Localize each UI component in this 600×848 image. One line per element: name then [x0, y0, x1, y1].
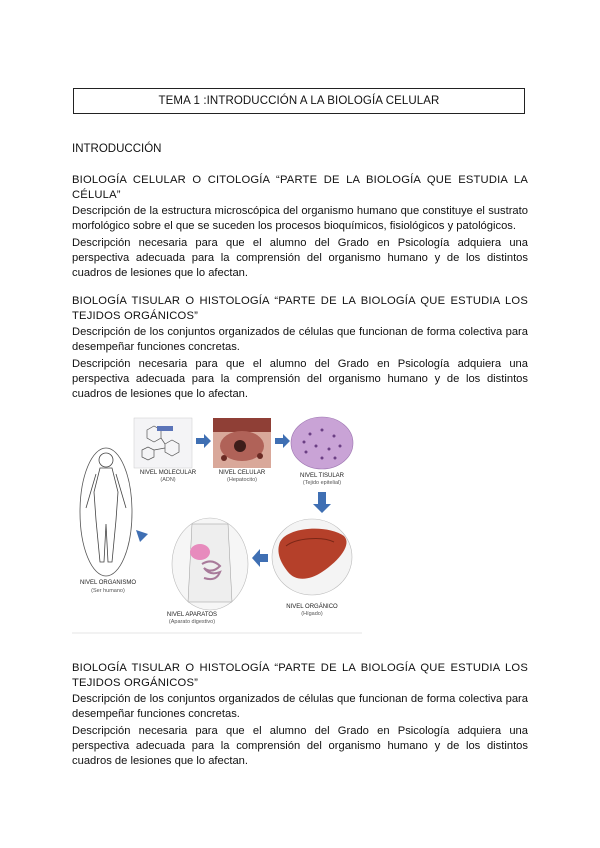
- section-paragraph: Descripción necesaria para que el alumno del Grado en Psicología adquiera una perspectiva adecuada para la comprensión del organismo humano y de los distintos cuadros de lesiones que lo afectan.: [72, 237, 528, 279]
- section-paragraph: Descripción necesaria para que el alumno del Grado en Psicología adquiera una perspectiva adecuada para la comprensión del organismo humano y de los distintos cuadros de lesiones que lo afectan.: [72, 358, 528, 400]
- cell-image: [213, 418, 271, 468]
- section-heading: BIOLOGÍA CELULAR O CITOLOGÍA “PARTE DE LA BIOLOGÍA QUE ESTUDIA LA CÉLULA”: [72, 174, 528, 201]
- tissue-image: [291, 417, 353, 469]
- digestive-system-image: [172, 518, 248, 610]
- section-heading: BIOLOGÍA TISULAR O HISTOLOGÍA “PARTE DE LA BIOLOGÍA QUE ESTUDIA LOS TEJIDOS ORGÁNICOS”: [72, 295, 528, 322]
- section-heading: BIOLOGÍA TISULAR O HISTOLOGÍA “PARTE DE LA BIOLOGÍA QUE ESTUDIA LOS TEJIDOS ORGÁNICOS”: [72, 662, 528, 689]
- liver-image: [272, 519, 352, 595]
- level-sub: (Ser humano): [91, 588, 125, 594]
- level-label: NIVEL APARATOS: [166, 612, 218, 618]
- arrow-right-icon: [196, 434, 211, 448]
- title-text: TEMA 1 :INTRODUCCIÓN A LA BIOLOGÍA CELULAR: [158, 95, 440, 107]
- level-sub: (Aparato digestivo): [168, 619, 216, 625]
- section-paragraph: Descripción necesaria para que el alumno del Grado en Psicología adquiera una perspectiva adecuada para la comprensión del organismo humano y de los distintos cuadros de lesiones que lo afectan.: [72, 725, 528, 767]
- level-sub: (Hepatocito): [227, 477, 257, 483]
- level-sub: (ADN): [160, 477, 176, 483]
- level-label: NIVEL CELULAR: [218, 470, 266, 476]
- section-paragraph: Descripción de la estructura microscópica del organismo humano que constituye el sustrato morfológico sobre el que se suceden los procesos bioquímicos, fisiológicos y patológicos.: [72, 205, 528, 232]
- section-histologia: [72, 294, 528, 404]
- levels-of-organization-figure: [72, 412, 362, 634]
- section-paragraph: Descripción de los conjuntos organizados de células que funcionan de forma colectiva para desempeñar funciones concretas.: [72, 326, 528, 353]
- molecule-image: [134, 418, 192, 468]
- level-sub: (Tejido epitelial): [302, 480, 342, 486]
- document-title: [73, 88, 525, 114]
- human-body-image: [80, 448, 132, 576]
- arrow-right-icon: [275, 434, 290, 448]
- section-citologia: [72, 173, 528, 283]
- arrow-up-left-icon: [136, 530, 152, 546]
- arrow-left-icon: [252, 549, 268, 567]
- section-paragraph: Descripción de los conjuntos organizados de células que funcionan de forma colectiva para desempeñar funciones concretas.: [72, 693, 528, 720]
- level-label: NIVEL TISULAR: [299, 473, 345, 479]
- level-label: NIVEL ORGÁNICO: [286, 604, 338, 610]
- section-histologia-repeat: [72, 661, 528, 771]
- intro-heading: INTRODUCCIÓN: [72, 143, 162, 155]
- level-sub: (Hígado): [301, 611, 323, 617]
- arrow-down-icon: [313, 492, 331, 513]
- level-label: NIVEL ORGANISMO: [79, 580, 137, 586]
- level-label: NIVEL MOLECULAR: [139, 470, 197, 476]
